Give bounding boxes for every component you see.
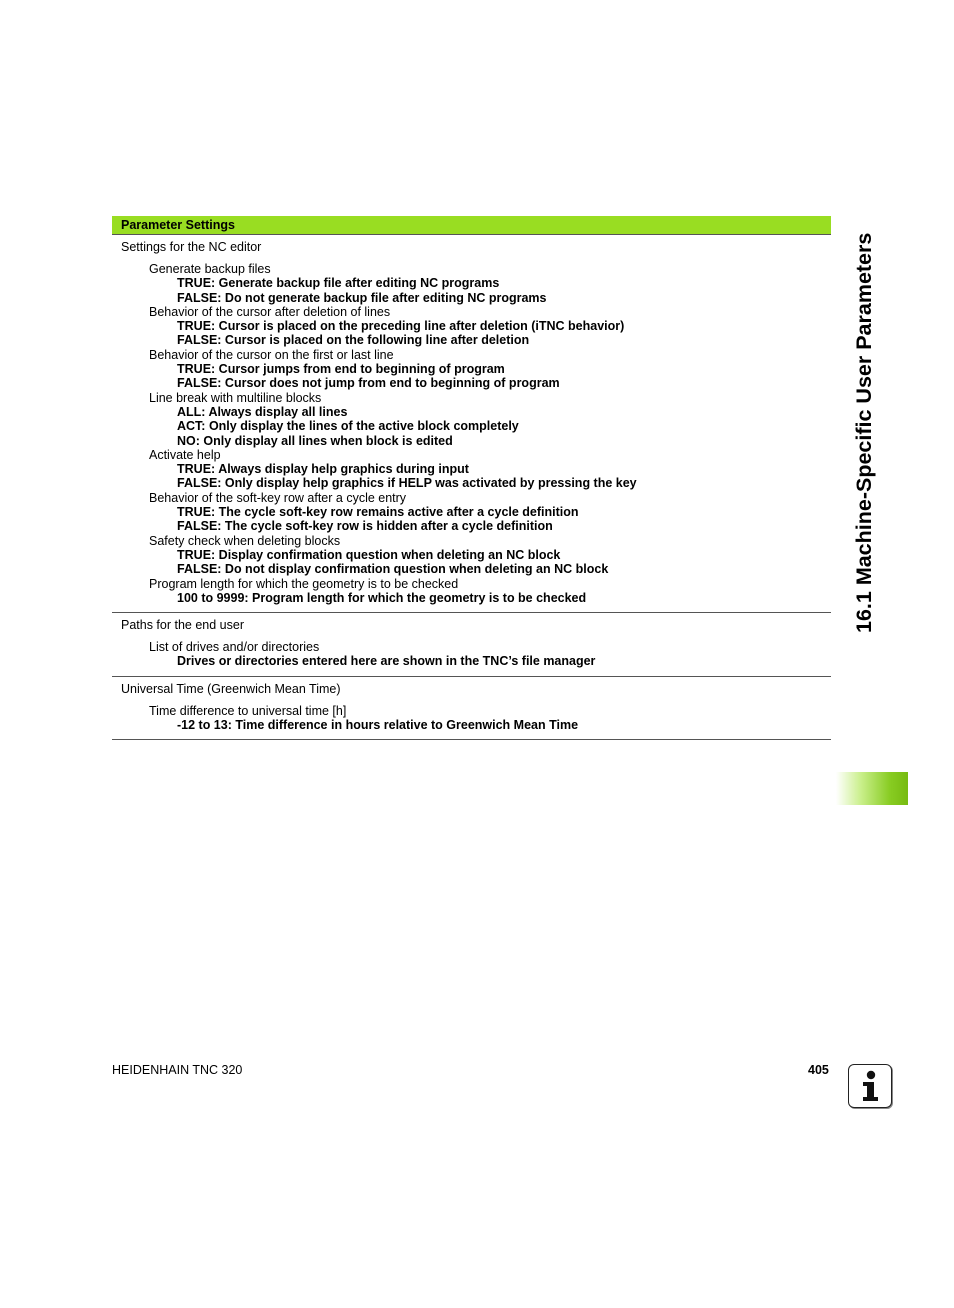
parameter-section <box>112 677 831 741</box>
parameter-option: Drives or directories entered here are shown in the TNC’s file manager <box>177 654 596 669</box>
parameter-option: FALSE: Do not display confirmation question when deleting an NC block <box>177 562 609 577</box>
parameter-label: Behavior of the cursor after deletion of lines <box>149 304 391 319</box>
table-header: Parameter Settings <box>112 216 831 235</box>
page-number: 405 <box>808 1063 829 1077</box>
parameter-option: FALSE: Do not generate backup file after editing NC programs <box>177 290 547 305</box>
parameter-option: TRUE: Cursor is placed on the preceding line after deletion (iTNC behavior) <box>177 319 625 334</box>
parameter-label: Behavior of the cursor on the first or last line <box>149 347 394 362</box>
parameter-label: Generate backup files <box>149 262 271 276</box>
parameter-label: Activate help <box>149 447 221 462</box>
parameter-option: NO: Only display all lines when block is edited <box>177 433 453 448</box>
parameter-option: FALSE: The cycle soft-key row is hidden after a cycle definition <box>177 519 553 534</box>
footer-product: HEIDENHAIN TNC 320 <box>112 1063 243 1077</box>
parameter-option: ACT: Only display the lines of the active block completely <box>177 419 519 434</box>
chapter-side-title: 16.1 Machine-Specific User Parameters <box>852 232 876 633</box>
sections-container <box>112 235 831 740</box>
parameter-option: TRUE: Generate backup file after editing NC programs <box>177 276 500 291</box>
parameter-label: Line break with multiline blocks <box>149 390 322 405</box>
parameter-option: TRUE: Display confirmation question when deleting an NC block <box>177 547 561 562</box>
parameter-label: Program length for which the geometry is to be checked <box>149 576 459 591</box>
parameter-label: Behavior of the soft-key row after a cycle entry <box>149 490 407 505</box>
parameter-option: FALSE: Only display help graphics if HELP was activated by pressing the key <box>177 476 637 491</box>
parameter-option: 100 to 9999: Program length for which the geometry is to be checked <box>177 590 587 605</box>
parameter-table <box>112 216 831 740</box>
parameter-option: FALSE: Cursor is placed on the following line after deletion <box>177 333 530 348</box>
parameter-label: Time difference to universal time [h] <box>149 703 347 718</box>
parameter-option: ALL: Always display all lines <box>177 404 348 419</box>
parameter-section <box>112 235 831 613</box>
parameter-section <box>112 613 831 677</box>
info-icon <box>848 1064 892 1108</box>
parameter-option: FALSE: Cursor does not jump from end to beginning of program <box>177 376 560 391</box>
section-title: Settings for the NC editor <box>121 240 262 254</box>
section-title: Universal Time (Greenwich Mean Time) <box>121 681 341 696</box>
section-title: Paths for the end user <box>121 618 244 633</box>
parameter-label: List of drives and/or directories <box>149 640 320 655</box>
chapter-tab <box>836 772 908 805</box>
parameter-option: TRUE: The cycle soft-key row remains active after a cycle definition <box>177 505 579 520</box>
parameter-option: TRUE: Cursor jumps from end to beginning of program <box>177 362 505 377</box>
parameter-option: -12 to 13: Time difference in hours relative to Greenwich Mean Time <box>177 718 579 733</box>
parameter-option: TRUE: Always display help graphics during input <box>177 462 469 477</box>
parameter-label: Safety check when deleting blocks <box>149 533 341 548</box>
